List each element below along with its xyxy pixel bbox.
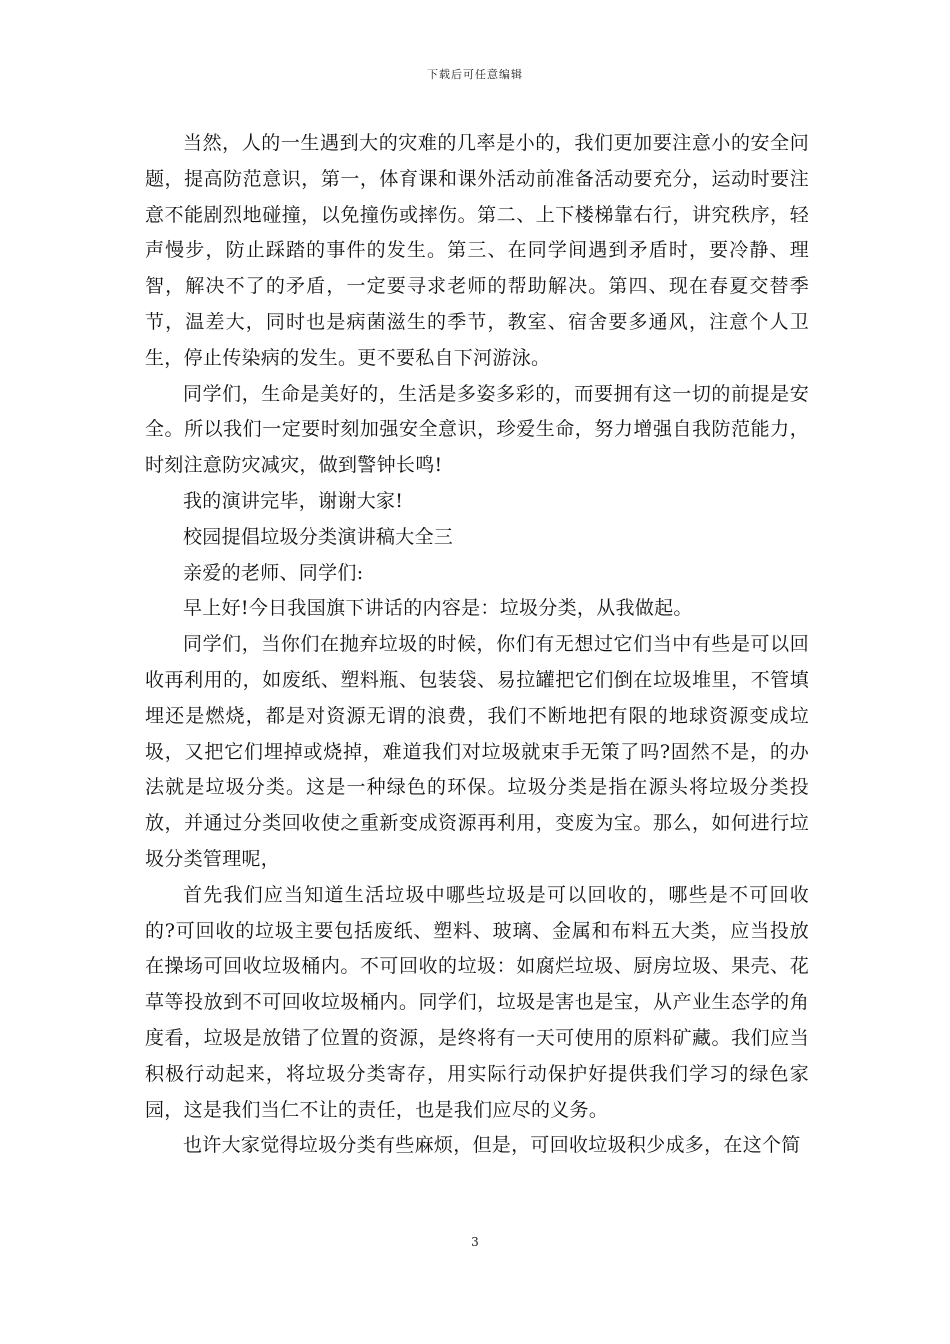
paragraph-recycling-intro: 同学们，当你们在抛弃垃圾的时候，你们有无想过它们当中有些是可以回收再利用的，如废纸、塑料瓶、包装袋、易拉罐把它们倒在垃圾堆里，不管填埋还是燃烧，都是对资源无谓的浪费，我们不断地把有限的地球资源变成垃圾，又把它们埋掉或烧掉，难道我们对垃圾就束手无策了吗?固然不是，的办法就是垃圾分类。这是一种绿色的环保。垃圾分类是指在源头将垃圾分类投放，并通过分类回收使之重新变成资源再利用，变废为宝。那么，如何进行垃圾分类管理呢， [145, 633, 809, 870]
paragraph-safety-tips: 当然，人的一生遇到大的灾难的几率是小的，我们更加要注意小的安全问题，提高防范意识，第一，体育课和课外活动前准备活动要充分，运动时要注意不能剧烈地碰撞，以免撞伤或摔伤。第二、上下楼梯靠右行，讲究秩序，轻声慢步，防止踩踏的事件的发生。第三、在同学间遇到矛盾时，要冷静、理智，解决不了的矛盾，一定要寻求老师的帮助解决。第四、现在春夏交替季节，温差大，同时也是病菌滋生的季节，教室、宿舍要多通风，注意个人卫生，停止传染病的发生。更不要私自下河游泳。 [145, 132, 809, 369]
paragraph-speech-end: 我的演讲完毕，谢谢大家! [183, 489, 404, 512]
section-title: 校园提倡垃圾分类演讲稿大全三 [183, 525, 454, 548]
paragraph-recyclable-types: 首先我们应当知道生活垃圾中哪些垃圾是可以回收的，哪些是不可回收的?可回收的垃圾主要包括废纸、塑料、玻璃、金属和布料五大类，应当投放在操场可回收垃圾桶内。不可回收的垃圾：如腐烂垃圾、厨房垃圾、果壳、花草等投放到不可回收垃圾桶内。同学们，垃圾是害也是宝，从产业生态学的角度看，垃圾是放错了位置的资源，是终将有一天可使用的原料矿藏。我们应当积极行动起来，将垃圾分类寄存，用实际行动保护好提供我们学习的绿色家园，这是我们当仁不让的责任，也是我们应尽的义务。 [145, 883, 809, 1121]
document-body [145, 126, 809, 1164]
paragraph-life-safety: 同学们，生命是美好的，生活是多姿多彩的，而要拥有这一切的前提是安全。所以我们一定要时刻加强安全意识，珍爱生命，努力增强自我防范能力，时刻注意防灾减灾，做到警钟长鸣! [145, 382, 809, 477]
paragraph-morning-topic: 早上好!今日我国旗下讲话的内容是：垃圾分类，从我做起。 [183, 597, 693, 620]
paragraph-greeting: 亲爱的老师、同学们: [183, 561, 364, 584]
paragraph-closing-partial: 也许大家觉得垃圾分类有些麻烦，但是，可回收垃圾积少成多，在这个简 [183, 1134, 801, 1157]
page-header-note: 下载后可任意编辑 [427, 68, 523, 81]
page-number: 3 [471, 1235, 479, 1249]
